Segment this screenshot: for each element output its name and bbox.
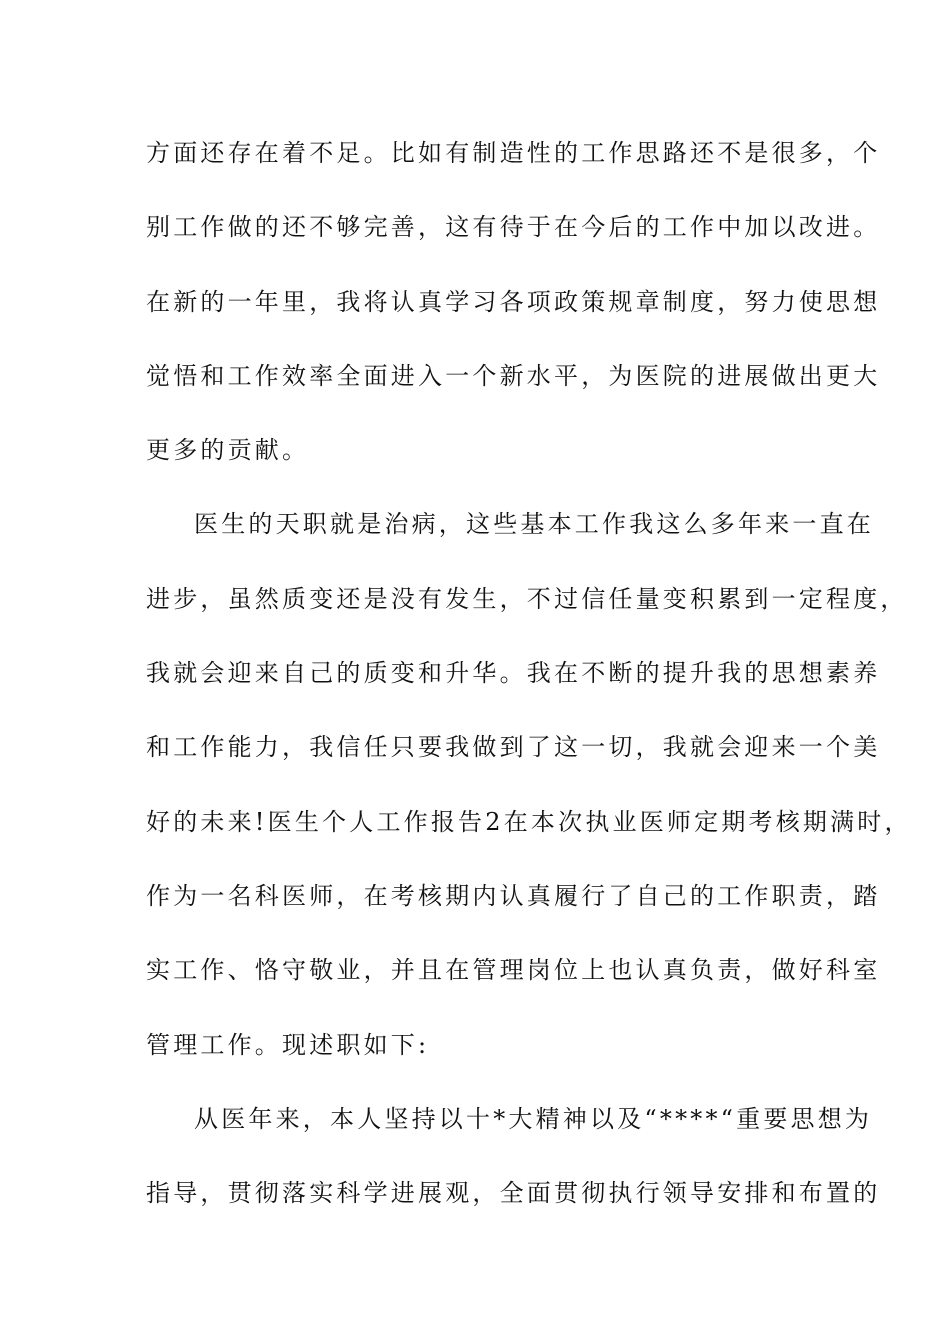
text-line: 进步，虽然质变还是没有发生，不过信任量变积累到一定程度，	[146, 584, 908, 613]
text-line: 和工作能力，我信任只要我做到了这一切，我就会迎来一个美	[146, 733, 881, 762]
text-line: 指导，贯彻落实科学进展观，全面贯彻执行领导安排和布置的	[146, 1179, 881, 1208]
text-line: 好的未来!医生个人工作报告2在本次执业医师定期考核期满时，	[146, 807, 912, 836]
paragraph-first-line: 医生的天职就是治病，这些基本工作我这么多年来一直在	[194, 510, 874, 539]
text-line: 作为一名科医师，在考核期内认真履行了自己的工作职责，踏	[146, 881, 881, 910]
text-line: 更多的贡献。	[146, 436, 310, 465]
text-line: 觉悟和工作效率全面进入一个新水平，为医院的进展做出更大	[146, 361, 881, 390]
text-line: 我就会迎来自己的质变和升华。我在不断的提升我的思想素养	[146, 659, 881, 688]
text-line: 别工作做的还不够完善，这有待于在今后的工作中加以改进。	[146, 213, 881, 242]
text-line: 在新的一年里，我将认真学习各项政策规章制度，努力使思想	[146, 287, 881, 316]
document-body	[146, 128, 912, 1242]
text-line: 方面还存在着不足。比如有制造性的工作思路还不是很多，个	[146, 139, 881, 167]
text-line: 管理工作。现述职如下:	[146, 1030, 430, 1059]
text-line: 实工作、恪守敬业，并且在管理岗位上也认真负责，做好科室	[146, 956, 881, 985]
paragraph-first-line: 从医年来，本人坚持以十*大精神以及“****“重要思想为	[194, 1104, 873, 1133]
